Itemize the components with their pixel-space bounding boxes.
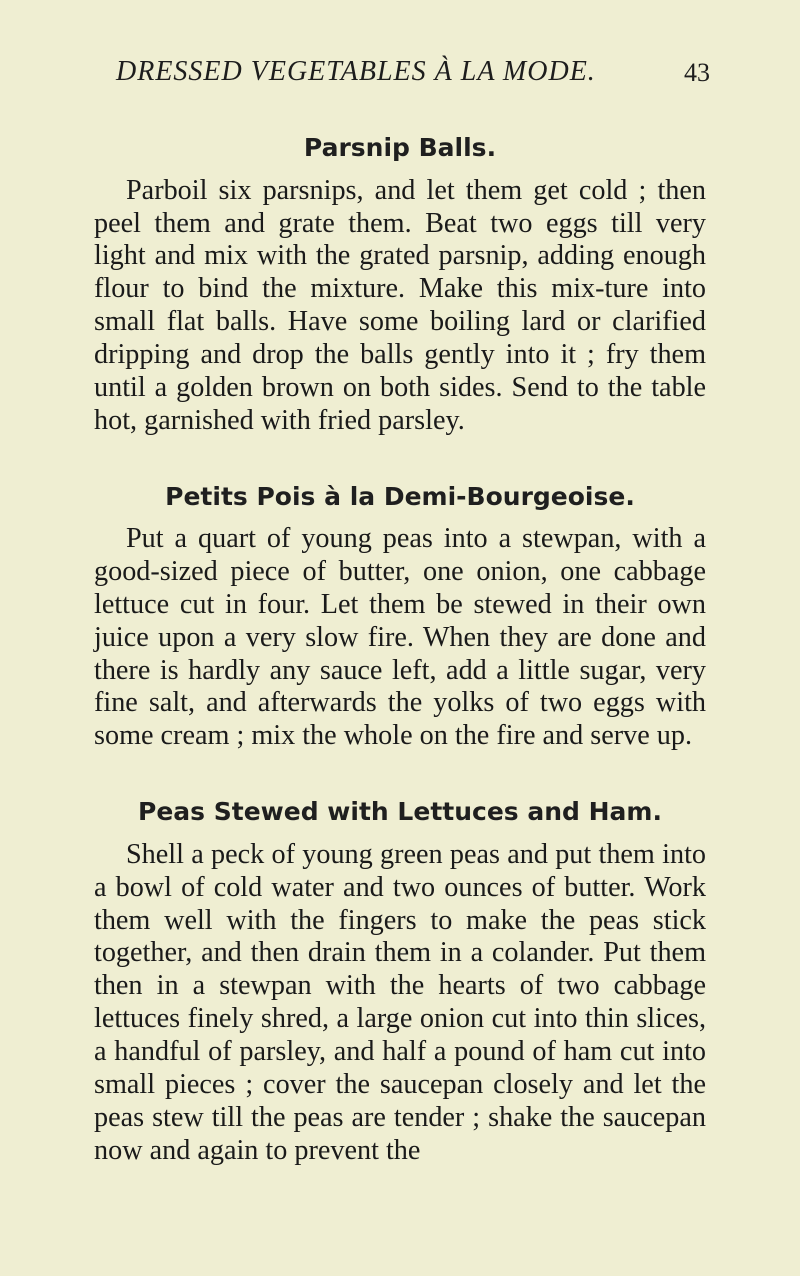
recipe-body: Put a quart of young peas into a stewpan, with a good-sized piece of butter, one onion, one cabbage lettuce cut in four. Let them be stewed in their own juice upon a very slow fire. When they are done and there is hardly any sauce left, add a little sugar, very fine salt, and afterwards the yolks of two eggs with some cream ; mix the whole on the fire and serve up. xyxy=(94,523,706,752)
recipe-title: Peas Stewed with Lettuces and Ham. xyxy=(138,797,662,827)
recipe-body: Parboil six parsnips, and let them get cold ; then peel them and grate them. Beat two eggs till very light and mix with the grated parsnip, adding enough flour to bind the mixture. Make this mix-ture into small flat balls. Have some boiling lard or clarified dripping and drop the balls gently into it ; fry them until a golden brown on both sides. Send to the table hot, garnished with fried parsley. xyxy=(94,174,706,436)
recipe-peas-stewed xyxy=(94,798,706,1167)
running-title: DRESSED VEGETABLES À LA MODE. xyxy=(116,56,596,87)
recipe-body: Shell a peck of young green peas and put them into a bowl of cold water and two ounces of butter. Work them well with the fingers to make the peas stick together, and then drain them in a colander. Put them then in a stewpan with the hearts of two cabbage lettuces finely shred, a large onion cut into thin slices, a handful of parsley, and half a pound of ham cut into small pieces ; cover the saucepan closely and let the peas stew till the peas are tender ; shake the saucepan now and again to prevent the xyxy=(94,838,706,1166)
page-number: 43 xyxy=(684,58,710,87)
recipe-title: Parsnip Balls. xyxy=(303,133,497,162)
recipe-title: Petits Pois à la Demi-Bourgeoise. xyxy=(165,481,635,511)
recipe-parsnip-balls xyxy=(94,134,706,438)
recipe-petits-pois xyxy=(94,483,706,754)
running-head xyxy=(94,56,710,96)
